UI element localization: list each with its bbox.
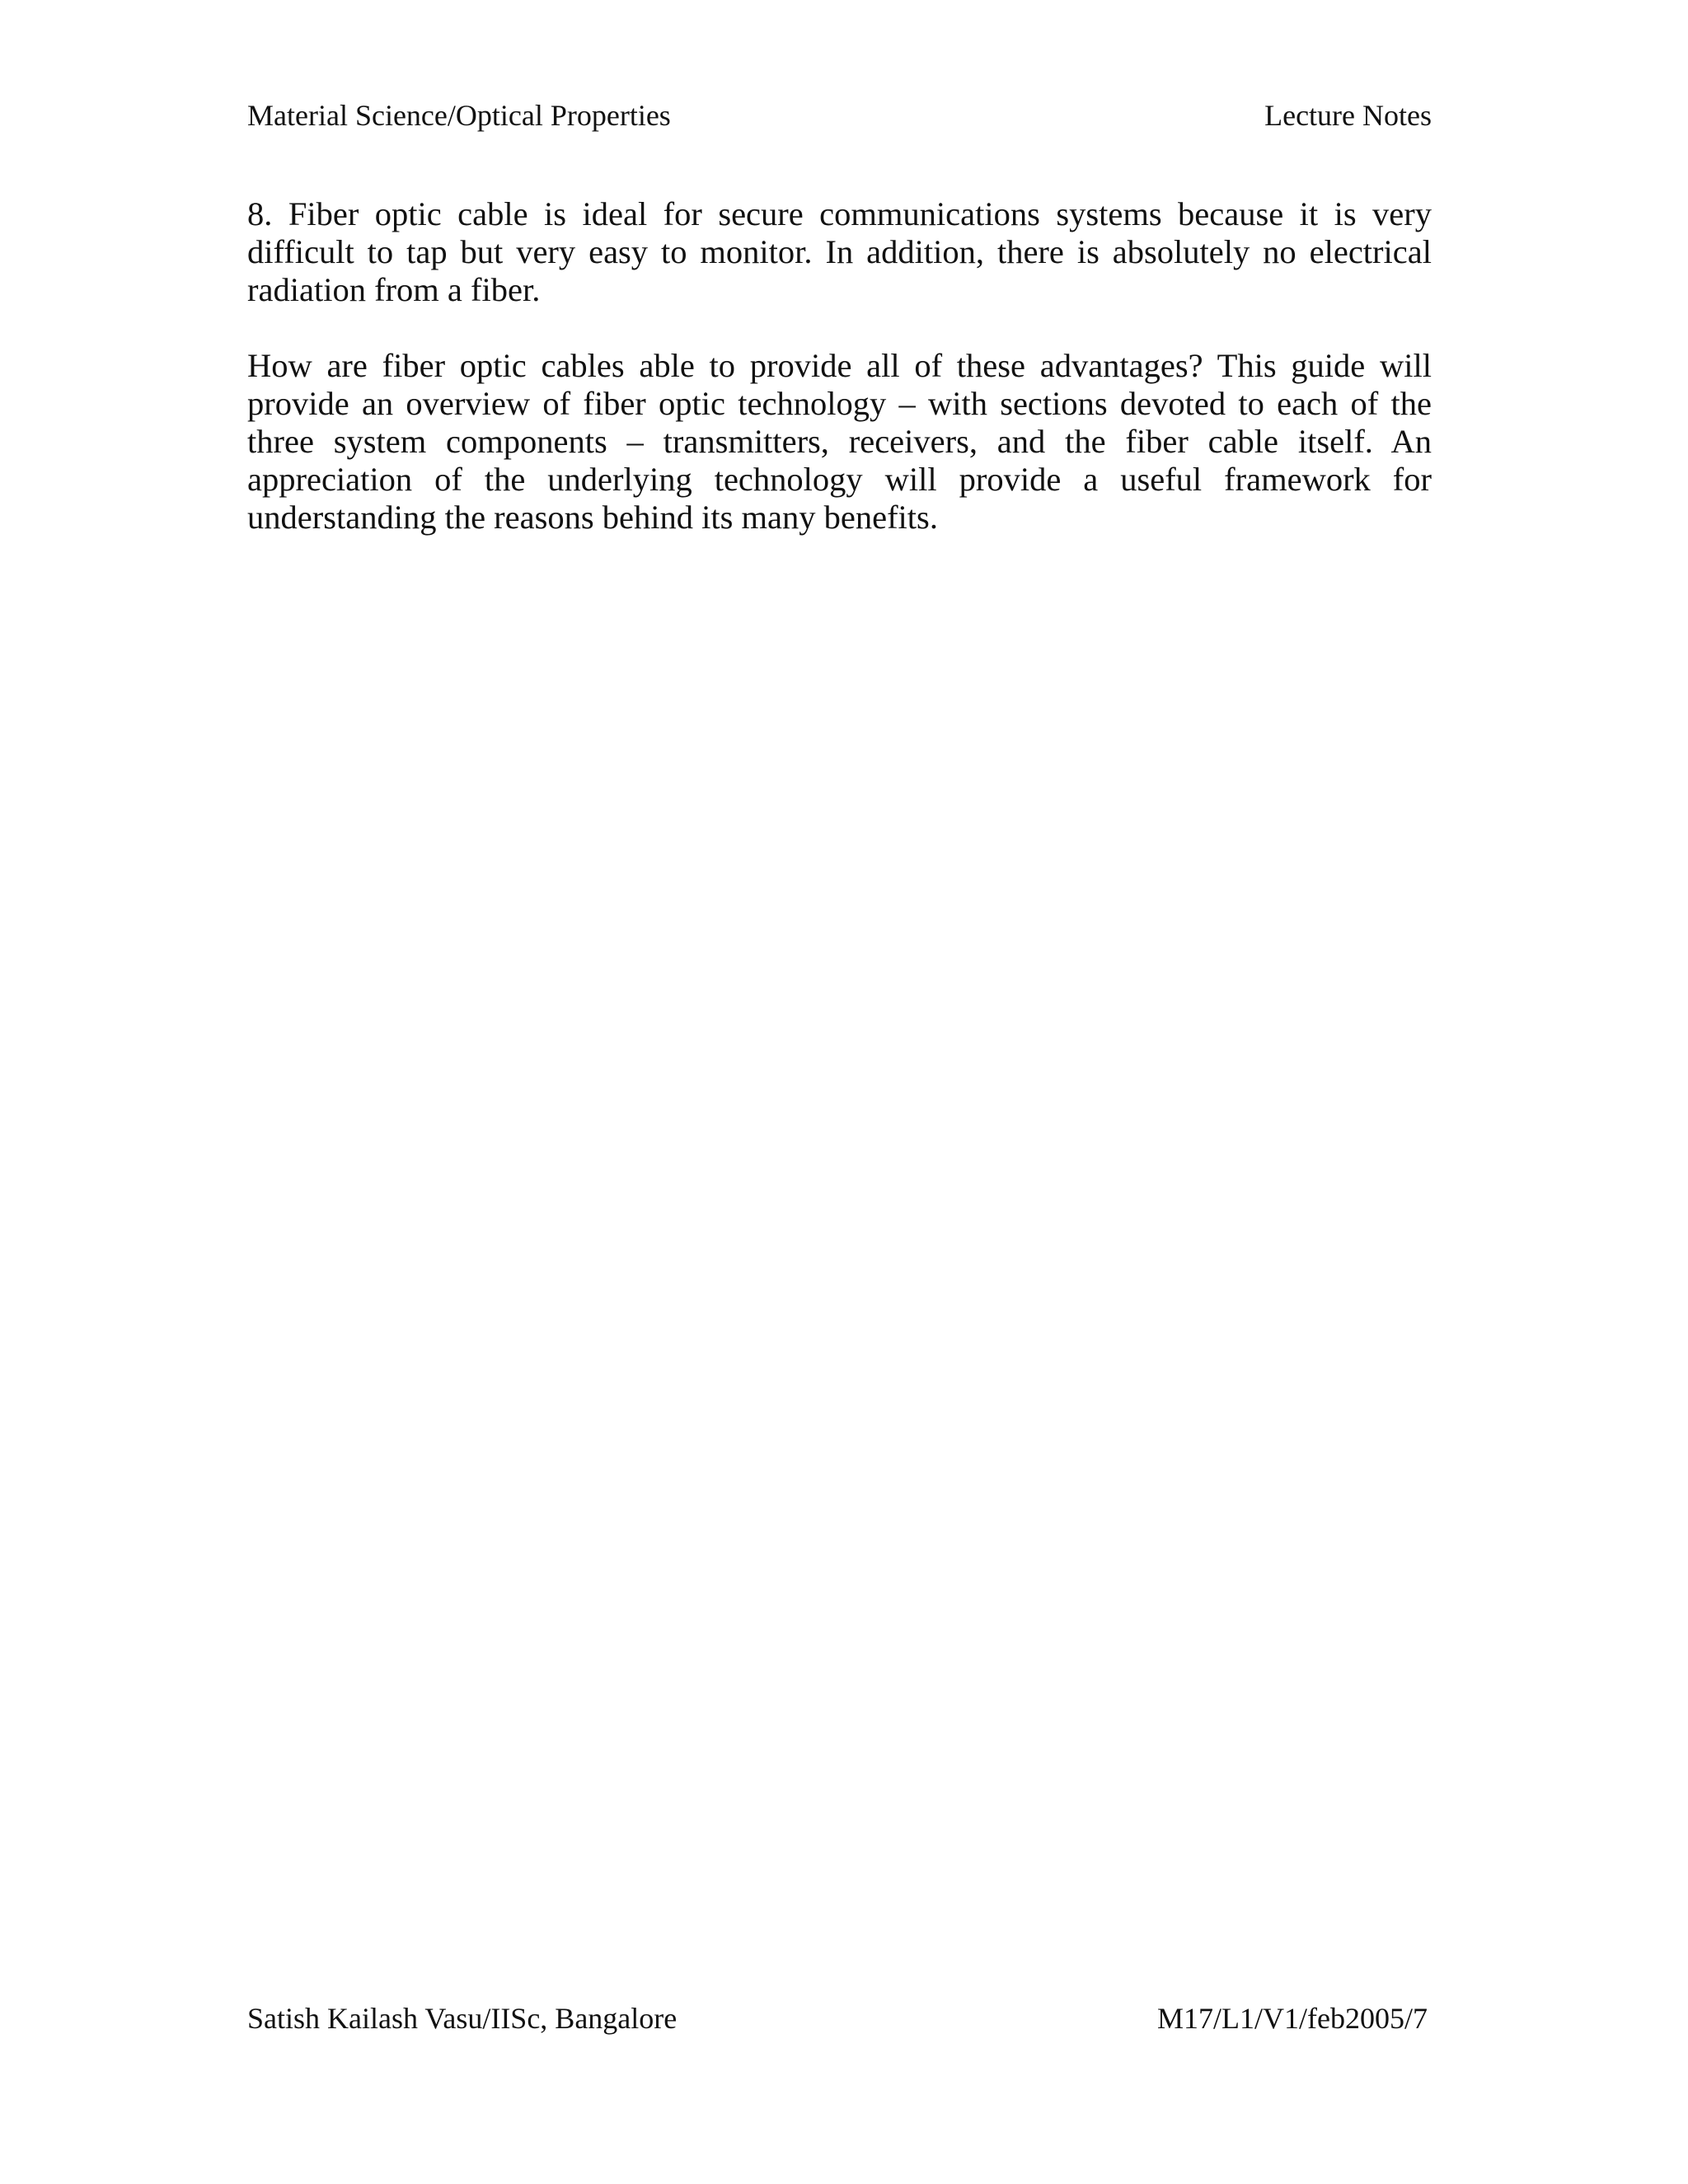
paragraph-guide-overview: How are fiber optic cables able to provide all of these advantages? This guide will provide an overview of fiber optic technology – with sections devoted to each of the three system components – transmitters, receivers, and the fiber cable itself. An appreciation of the underlying technology will provide a useful framework for understanding the reasons behind its many benefits. xyxy=(247,347,1432,536)
paragraph-fiber-security: 8. Fiber optic cable is ideal for secure communications systems because it is very difficult to tap but very easy to monitor. In addition, there is absolutely no electrical radiation from a fiber. xyxy=(247,195,1432,308)
page-header xyxy=(247,94,1432,137)
header-document-type: Lecture Notes xyxy=(1264,99,1432,132)
footer-author: Satish Kailash Vasu/IISc, Bangalore xyxy=(247,2002,678,2035)
page-footer xyxy=(247,1997,1428,2040)
page-body xyxy=(247,195,1432,574)
header-course-title: Material Science/Optical Properties xyxy=(247,99,671,132)
footer-page-reference: M17/L1/V1/feb2005/7 xyxy=(1157,2002,1428,2035)
